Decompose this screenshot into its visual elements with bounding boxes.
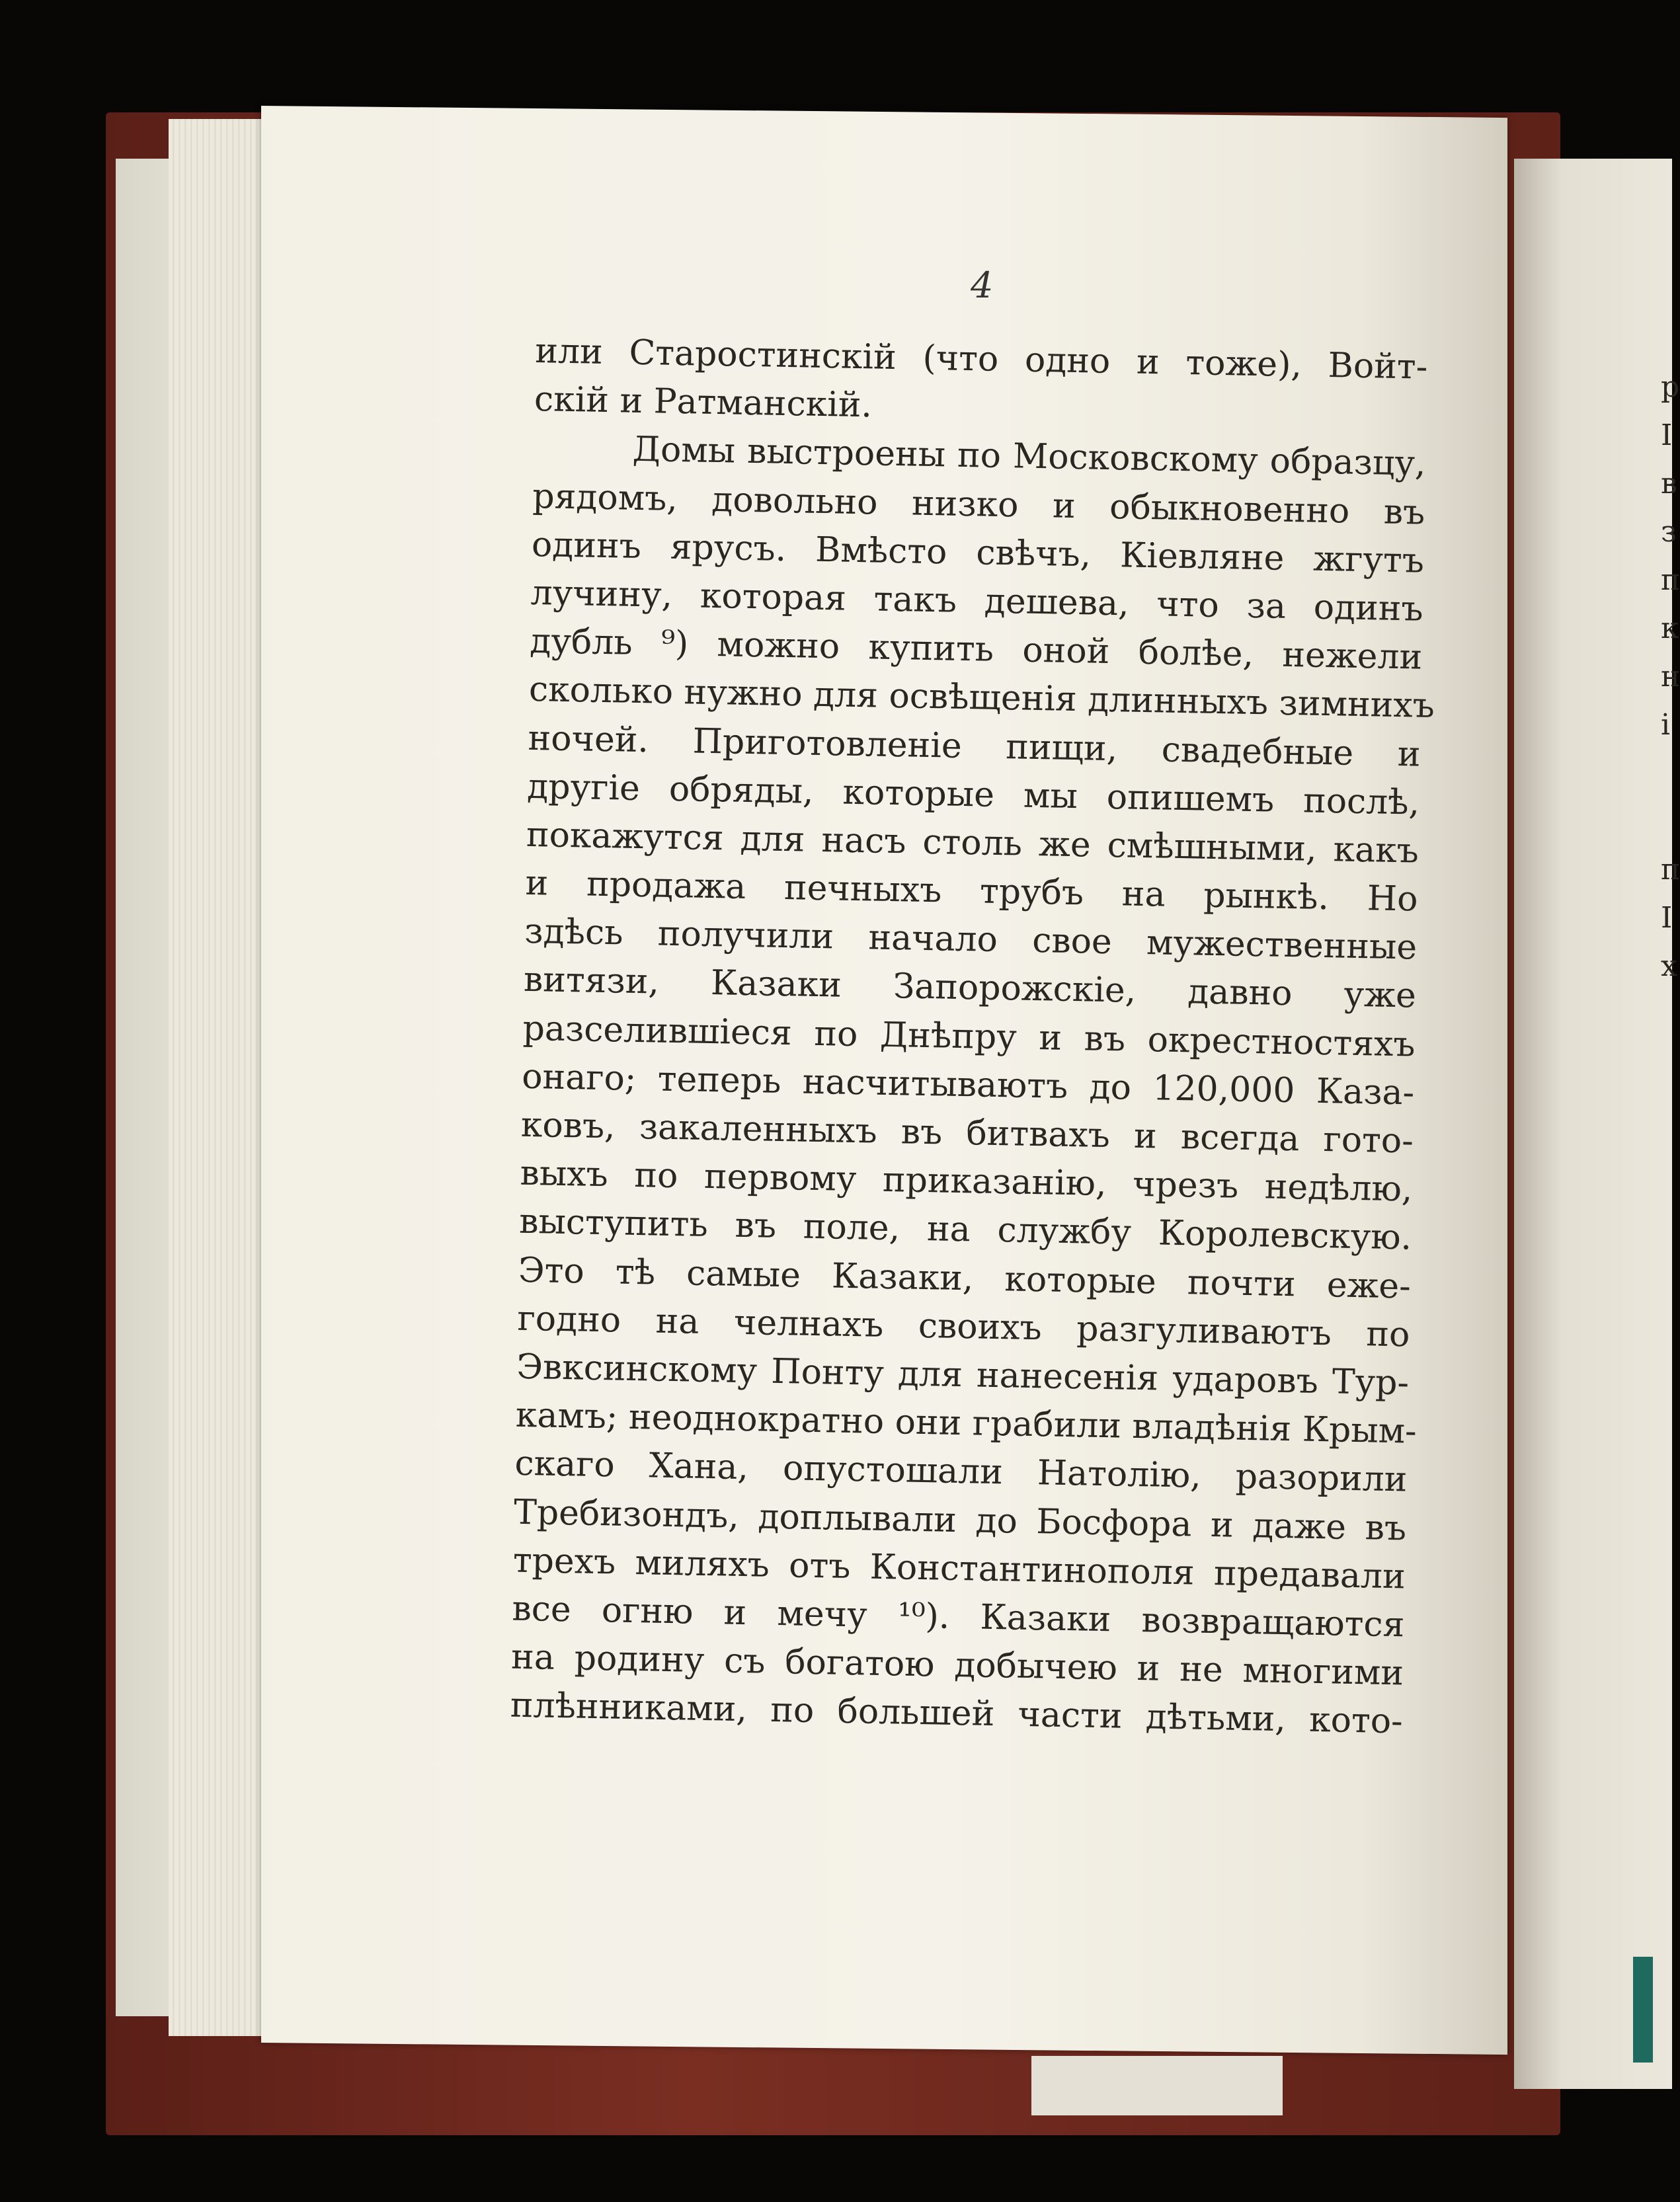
text-line: Требизондъ, доплывали до Босфора и даже въ [513,1492,1407,1548]
next-page-letter [1661,805,1672,853]
next-page-letter: н [1661,660,1680,693]
text-line: Эвксинскому Понту для нанесенія ударовъ Тур- [516,1347,1410,1403]
next-page-text-fragment [1661,370,1680,998]
next-page-letter: п [1661,563,1680,597]
next-page-letter [1661,756,1672,805]
text-line: на родину съ богатою добычею и не многими [510,1637,1404,1694]
text-line: выхъ по первому приказанію, чрезъ недѣлю, [520,1153,1413,1210]
text-line: или Старостинскій (что одно и тоже), Войт- [534,331,1428,387]
text-line: сколько нужно для освѣщенія длинныхъ зимнихъ [528,670,1435,727]
next-page-letter: р [1661,370,1680,404]
text-line: скаго Хана, опустошали Натолію, разорили [514,1444,1408,1500]
text-line: дубль ⁹) можно купить оной болѣе, нежели [529,621,1423,678]
text-line: другіе обряды, которые мы опишемъ послѣ, [526,766,1420,823]
next-page-letter: в [1661,467,1677,500]
text-line: скій и Ратманскій. [534,379,873,426]
text-line: Домы выстроены по Московскому образцу, [632,430,1427,485]
paper-slip [1031,2056,1283,2115]
text-line: рядомъ, довольно низко и обыкновенно въ [532,476,1425,533]
text-line: выступить въ поле, на службу Королевскую. [518,1202,1412,1258]
text-line: онаго; теперь насчитываютъ до 120,000 Каза- [521,1056,1415,1113]
next-page-letter: І [1661,418,1673,452]
text-line: ночей. Приготовленіе пищи, свадебные и [528,718,1421,775]
page-number: 4 [971,264,994,306]
next-page-letter: і [1661,708,1671,742]
spine-ribbon [1633,1957,1653,2063]
text-line: одинъ ярусъ. Вмѣсто свѣчъ, Кіевляне жгутъ [531,524,1425,581]
text-line: плѣнниками, по большей части дѣтьми, кото- [510,1685,1404,1742]
next-page-letter: з [1661,515,1677,549]
next-page-letter: х [1661,949,1677,983]
text-line: разселившіеся по Днѣпру и въ окрестностяхъ [522,1008,1416,1065]
text-line: лучину, которая такъ дешева, что за одинъ [530,572,1424,629]
next-page-letter: к [1661,611,1679,645]
text-line: Это тѣ самые Казаки, которые почти еже- [518,1250,1412,1307]
text-line: и продажа печныхъ трубъ на рынкѣ. Но [525,863,1419,920]
text-line: ковъ, закаленныхъ въ битвахъ и всегда гото- [520,1105,1414,1161]
next-page [1514,159,1680,2089]
text-line: годно на челнахъ своихъ разгуливаютъ по [517,1298,1410,1355]
text-line: камъ; неоднократно они грабили владѣнія Крым- [515,1395,1418,1452]
next-page-letter: п [1661,853,1680,886]
page-text [510,331,1435,1747]
text-line: здѣсь получили начало свое мужественные [524,912,1418,968]
text-line: все огню и мечу ¹⁰). Казаки возвращаются [512,1589,1405,1645]
next-page-letter: І [1661,901,1673,935]
text-line: трехъ миляхъ отъ Константинополя предавали [512,1540,1406,1597]
text-line: витязи, Казаки Запорожскіе, давно уже [523,960,1417,1017]
page-stack-edges [169,119,274,2036]
text-line: покажутся для насъ столь же смѣшными, какъ [526,814,1420,871]
